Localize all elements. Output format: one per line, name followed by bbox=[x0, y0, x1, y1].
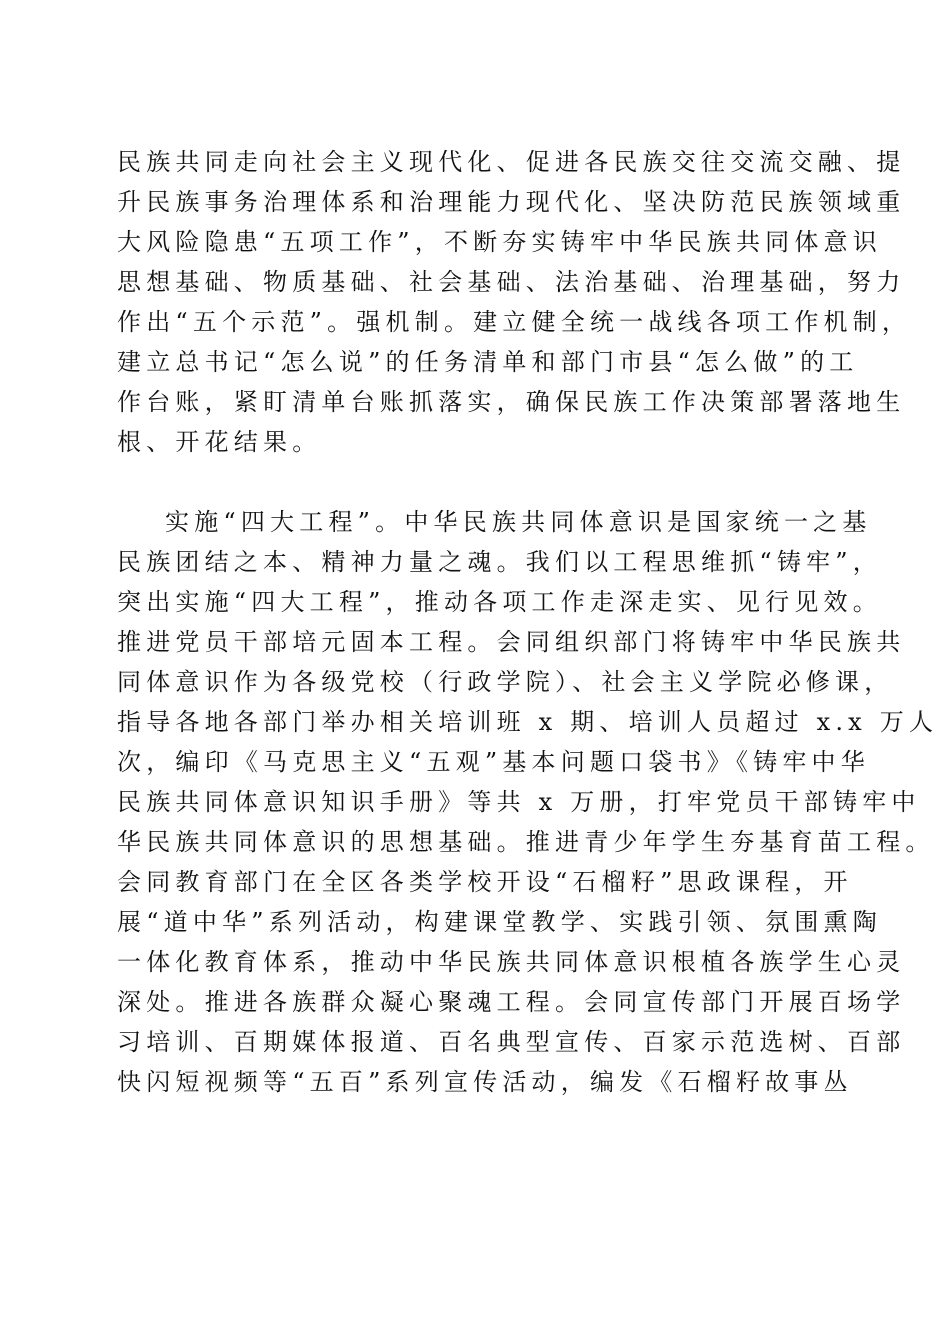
text-line: 民族共同体意识知识手册》等共 x 万册，打牢党员干部铸牢中 bbox=[117, 788, 921, 816]
text-line: 建立总书记“怎么说”的任务清单和部门市县“怎么做”的工 bbox=[117, 348, 859, 376]
text-line: 作出“五个示范”。强机制。建立健全统一战线各项工作机制， bbox=[117, 308, 912, 336]
text-line: 民族团结之本、精神力量之魂。我们以工程思维抓“铸牢”， bbox=[117, 548, 882, 576]
text-line: 快闪短视频等“五百”系列宣传活动，编发《石榴籽故事丛 bbox=[117, 1068, 853, 1096]
text-line: 根、开花结果。 bbox=[117, 428, 322, 456]
text-line: 展“道中华”系列活动，构建课堂教学、实践引领、氛围熏陶 bbox=[117, 908, 882, 936]
text-line: 华民族共同体意识的思想基础。推进青少年学生夯基育苗工程。 bbox=[117, 828, 935, 856]
text-line: 突出实施“四大工程”，推动各项工作走深走实、见行见效。 bbox=[117, 588, 882, 616]
text-line: 深处。推进各族群众凝心聚魂工程。会同宣传部门开展百场学 bbox=[117, 988, 906, 1016]
text-line: 指导各地各部门举办相关培训班 x 期、培训人员超过 x.x 万人 bbox=[117, 708, 939, 736]
text-line: 会同教育部门在全区各类学校开设“石榴籽”思政课程，开 bbox=[117, 868, 853, 896]
text-line: 大风险隐患“五项工作”，不断夯实铸牢中华民族共同体意识 bbox=[117, 228, 882, 256]
text-line: 民族共同走向社会主义现代化、促进各民族交往交流交融、提 bbox=[117, 148, 906, 176]
text-line: 推进党员干部培元固本工程。会同组织部门将铸牢中华民族共 bbox=[117, 628, 906, 656]
text-line: 同体意识作为各级党校（行政学院）、社会主义学院必修课， bbox=[117, 668, 894, 696]
text-line: 习培训、百期媒体报道、百名典型宣传、百家示范选树、百部 bbox=[117, 1028, 906, 1056]
text-line: 一体化教育体系，推动中华民族共同体意识根植各族学生心灵 bbox=[117, 948, 906, 976]
paragraph-heading-line: 实施“四大工程”。中华民族共同体意识是国家统一之基 bbox=[165, 508, 872, 536]
text-line: 思想基础、物质基础、社会基础、法治基础、治理基础，努力 bbox=[117, 268, 906, 296]
text-line: 作台账，紧盯清单台账抓落实，确保民族工作决策部署落地生 bbox=[117, 388, 906, 416]
text-line: 升民族事务治理体系和治理能力现代化、坚决防范民族领域重 bbox=[117, 188, 906, 216]
text-line: 次，编印《马克思主义“五观”基本问题口袋书》《铸牢中华 bbox=[117, 748, 870, 776]
